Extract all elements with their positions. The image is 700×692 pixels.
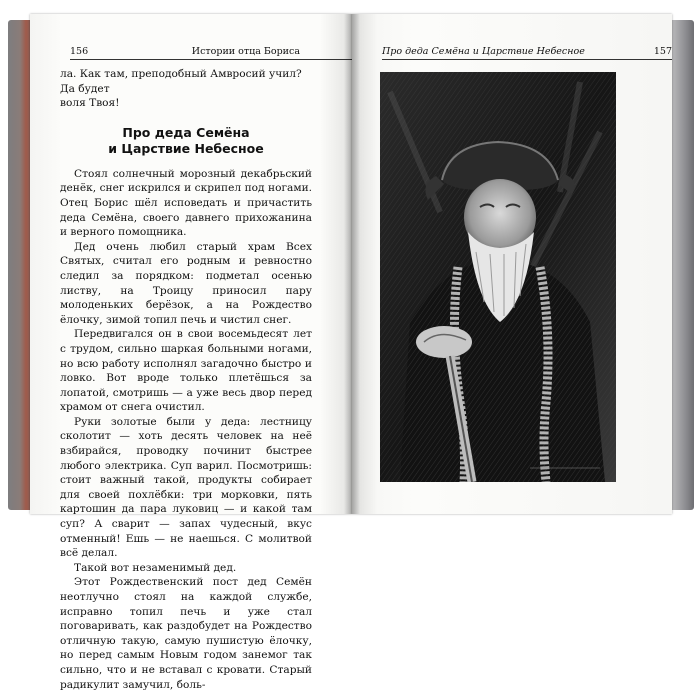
chapter-heading-line-2: и Царствие Небесное: [108, 140, 264, 156]
left-running-head: [70, 46, 360, 60]
old-man-drawing: [380, 72, 616, 482]
left-text-block: [60, 67, 312, 692]
book-gutter: [344, 14, 360, 514]
paragraph: Передвигался он в свои восемьдесят лет с трудом, сильно шаркая больными ногами, но всю работу исполнял загадочно быстро и ловко. Вот вроде только плетёшься за лопатой, смотришь — а уже весь двор перед храмом от снега очистил.: [60, 328, 312, 414]
chapter-heading-line-1: Про деда Семёна: [122, 124, 250, 140]
paragraph: Такой вот незаменимый дед.: [74, 561, 237, 574]
opening-line-1: ла. Как там, преподобный Амвросий учил? Да будет: [60, 68, 302, 95]
left-running-title: Истории отца Бориса: [191, 46, 300, 57]
paragraph: Этот Рождественский пост дед Семён неотлучно стоял на каждой службе, исправно топил печь и уже стал поговаривать, как раздобудет на Рождество отличную такую, самую пушистую ёлочку, но перед самым Новым годом занемог так сильно, что и не вставал с кровати. Старый радикулит замучил, боль-: [60, 576, 312, 691]
portrait-illustration: [380, 72, 616, 482]
right-running-head: [382, 46, 672, 60]
paragraph: Дед очень любил старый храм Всех Святых, считал его родным и ревностно следил за порядком: подметал осенью листву, на Троицу приносил пару молоденьких берёзок, а на Рождество ёлочку, зимой топил печь и чистил снег.: [60, 240, 312, 326]
paragraph: Стоял солнечный морозный декабрьский денёк, снег искрился и скрипел под ногами. Отец Борис шёл исповедать и причастить деда Семёна, своего давнего прихожанина и верного помощника.: [60, 167, 312, 239]
right-page-number: 157: [653, 46, 672, 57]
open-book: [8, 14, 694, 691]
left-page: [30, 14, 352, 691]
right-page: [352, 14, 672, 514]
chapter-heading: [60, 125, 312, 157]
book-cover-right-edge: [672, 20, 694, 510]
paragraph: Руки золотые были у деда: лестницу сколотит — хоть десять человек на неё взбирайся, проводку починит быстрее любого электрика. Суп варил. Посмотришь: стоит важный такой, продукты собирает для своей похлёбки: три морковки, пять картошин да пара луковиц — и какой там суп? А сварит — запах чудесный, вкус отменный! Ешь — не наешься. С молитвой всё делал.: [60, 415, 312, 560]
left-page-number: 156: [70, 46, 89, 57]
right-running-title: Про деда Семёна и Царствие Небесное: [382, 46, 585, 57]
opening-line-2: воля Твоя!: [60, 97, 120, 110]
